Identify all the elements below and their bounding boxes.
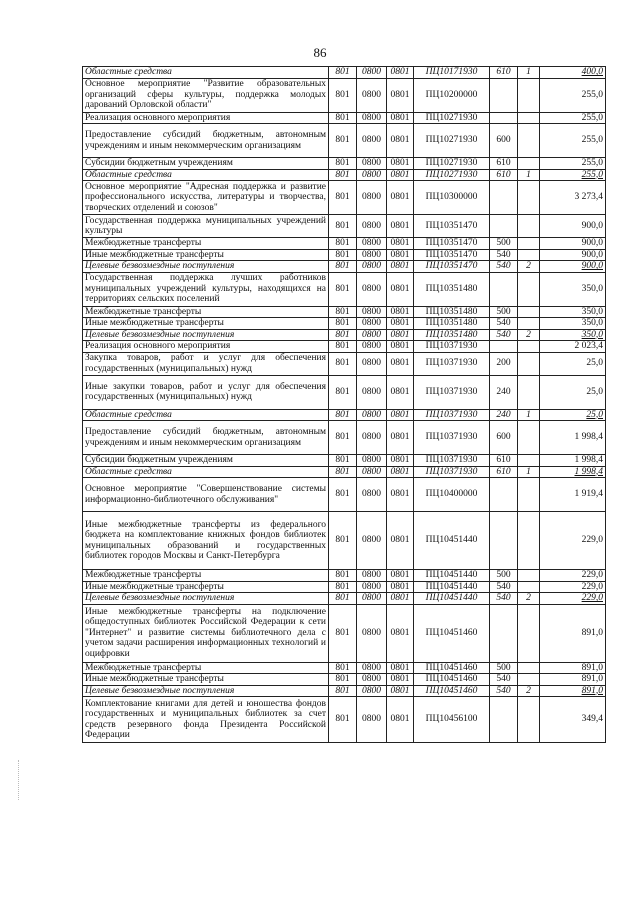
grbs-code: 801 — [329, 697, 357, 743]
table-row — [83, 662, 606, 674]
section-code: 0800 — [357, 697, 387, 743]
target-article-code: ПЦ10456100 — [414, 697, 490, 743]
subsection-code: 0801 — [387, 512, 414, 570]
section-code: 0800 — [357, 581, 387, 593]
target-article-code: ПЦ10271930 — [414, 158, 490, 170]
table-row — [83, 409, 606, 421]
table-row — [83, 375, 606, 409]
grbs-code: 801 — [329, 662, 357, 674]
row-name: Закупка товаров, работ и услуг для обеспечения государственных (муниципальных) нужд — [83, 352, 329, 375]
funding-source-code: 2 — [518, 261, 540, 273]
table-row — [83, 697, 606, 743]
expense-type-code: 540 — [490, 249, 518, 261]
row-name: Иные межбюджетные трансферты на подключение общедоступных библиотек Российской Федерации к сети "Интернет" и развитие системы библиотечного дела с учетом задачи расширения информационных технологий и оцифровки — [83, 604, 329, 662]
expense-type-code: 600 — [490, 124, 518, 158]
grbs-code: 801 — [329, 78, 357, 112]
amount: 1 998,4 — [540, 466, 606, 478]
target-article-code: ПЦ10451460 — [414, 674, 490, 686]
funding-source-code — [518, 375, 540, 409]
subsection-code: 0801 — [387, 238, 414, 250]
row-name: Межбюджетные трансферты — [83, 570, 329, 582]
section-code: 0800 — [357, 169, 387, 181]
grbs-code: 801 — [329, 466, 357, 478]
target-article-code: ПЦ10271930 — [414, 169, 490, 181]
funding-source-code: 1 — [518, 409, 540, 421]
amount: 350,0 — [540, 318, 606, 330]
funding-source-code — [518, 215, 540, 238]
expense-type-code — [490, 697, 518, 743]
amount: 350,0 — [540, 306, 606, 318]
section-code: 0800 — [357, 329, 387, 341]
subsection-code: 0801 — [387, 112, 414, 124]
amount: 255,0 — [540, 124, 606, 158]
amount: 1 919,4 — [540, 478, 606, 512]
funding-source-code — [518, 112, 540, 124]
section-code: 0800 — [357, 674, 387, 686]
subsection-code: 0801 — [387, 169, 414, 181]
section-code: 0800 — [357, 181, 387, 215]
section-code: 0800 — [357, 124, 387, 158]
subsection-code: 0801 — [387, 697, 414, 743]
row-name: Государственная поддержка лучших работников муниципальных учреждений культуры, находящихся на территориях сельских поселений — [83, 272, 329, 306]
subsection-code: 0801 — [387, 581, 414, 593]
expense-type-code: 610 — [490, 67, 518, 79]
funding-source-code — [518, 512, 540, 570]
subsection-code: 0801 — [387, 421, 414, 455]
table-row — [83, 78, 606, 112]
expense-type-code: 240 — [490, 375, 518, 409]
amount: 25,0 — [540, 352, 606, 375]
grbs-code: 801 — [329, 112, 357, 124]
expense-type-code: 540 — [490, 685, 518, 697]
grbs-code: 801 — [329, 685, 357, 697]
expense-type-code: 610 — [490, 169, 518, 181]
target-article-code: ПЦ10351480 — [414, 329, 490, 341]
expense-type-code: 500 — [490, 662, 518, 674]
amount: 900,0 — [540, 249, 606, 261]
subsection-code: 0801 — [387, 272, 414, 306]
table-row — [83, 570, 606, 582]
grbs-code: 801 — [329, 181, 357, 215]
section-code: 0800 — [357, 685, 387, 697]
target-article-code: ПЦ10371930 — [414, 341, 490, 353]
amount: 891,0 — [540, 685, 606, 697]
row-name: Межбюджетные трансферты — [83, 238, 329, 250]
funding-source-code — [518, 158, 540, 170]
table-row — [83, 604, 606, 662]
amount: 229,0 — [540, 593, 606, 605]
row-name: Областные средства — [83, 466, 329, 478]
funding-source-code — [518, 78, 540, 112]
row-name: Областные средства — [83, 409, 329, 421]
subsection-code: 0801 — [387, 78, 414, 112]
table-row — [83, 581, 606, 593]
grbs-code: 801 — [329, 249, 357, 261]
table-row — [83, 421, 606, 455]
funding-source-code — [518, 352, 540, 375]
subsection-code: 0801 — [387, 318, 414, 330]
funding-source-code — [518, 306, 540, 318]
amount: 255,0 — [540, 169, 606, 181]
funding-source-code: 1 — [518, 169, 540, 181]
table-row — [83, 181, 606, 215]
table-row — [83, 272, 606, 306]
expense-type-code: 240 — [490, 409, 518, 421]
target-article-code: ПЦ10300000 — [414, 181, 490, 215]
funding-source-code — [518, 181, 540, 215]
section-code: 0800 — [357, 272, 387, 306]
funding-source-code — [518, 318, 540, 330]
section-code: 0800 — [357, 112, 387, 124]
grbs-code: 801 — [329, 674, 357, 686]
row-name: Предоставление субсидий бюджетным, автономным учреждениям и иным некоммерческим организациям — [83, 421, 329, 455]
section-code: 0800 — [357, 238, 387, 250]
grbs-code: 801 — [329, 409, 357, 421]
expense-type-code: 540 — [490, 581, 518, 593]
table-row — [83, 112, 606, 124]
subsection-code: 0801 — [387, 124, 414, 158]
section-code: 0800 — [357, 478, 387, 512]
subsection-code: 0801 — [387, 67, 414, 79]
subsection-code: 0801 — [387, 261, 414, 273]
grbs-code: 801 — [329, 158, 357, 170]
funding-source-code: 1 — [518, 466, 540, 478]
section-code: 0800 — [357, 67, 387, 79]
expense-type-code — [490, 78, 518, 112]
target-article-code: ПЦ10371930 — [414, 352, 490, 375]
target-article-code: ПЦ10451440 — [414, 570, 490, 582]
grbs-code: 801 — [329, 67, 357, 79]
subsection-code: 0801 — [387, 215, 414, 238]
funding-source-code: 2 — [518, 329, 540, 341]
section-code: 0800 — [357, 215, 387, 238]
grbs-code: 801 — [329, 421, 357, 455]
section-code: 0800 — [357, 352, 387, 375]
section-code: 0800 — [357, 341, 387, 353]
grbs-code: 801 — [329, 318, 357, 330]
table-row — [83, 306, 606, 318]
funding-source-code — [518, 272, 540, 306]
row-name: Субсидии бюджетным учреждениям — [83, 455, 329, 467]
amount: 1 998,4 — [540, 421, 606, 455]
expense-type-code — [490, 181, 518, 215]
table-row — [83, 169, 606, 181]
row-name: Реализация основного мероприятия — [83, 341, 329, 353]
funding-source-code — [518, 249, 540, 261]
amount: 900,0 — [540, 215, 606, 238]
expense-type-code: 600 — [490, 421, 518, 455]
section-code: 0800 — [357, 466, 387, 478]
expense-type-code — [490, 604, 518, 662]
expense-type-code — [490, 112, 518, 124]
amount: 255,0 — [540, 158, 606, 170]
amount: 229,0 — [540, 512, 606, 570]
expense-type-code — [490, 272, 518, 306]
expense-type-code: 500 — [490, 238, 518, 250]
page-number: 86 — [313, 45, 327, 60]
row-name: Целевые безвозмездные поступления — [83, 593, 329, 605]
subsection-code: 0801 — [387, 249, 414, 261]
expense-type-code: 540 — [490, 318, 518, 330]
amount: 2 023,4 — [540, 341, 606, 353]
table-row — [83, 124, 606, 158]
subsection-code: 0801 — [387, 329, 414, 341]
target-article-code: ПЦ10451460 — [414, 662, 490, 674]
section-code: 0800 — [357, 375, 387, 409]
funding-source-code: 1 — [518, 67, 540, 79]
target-article-code: ПЦ10451440 — [414, 593, 490, 605]
section-code: 0800 — [357, 604, 387, 662]
subsection-code: 0801 — [387, 181, 414, 215]
grbs-code: 801 — [329, 455, 357, 467]
target-article-code: ПЦ10371930 — [414, 421, 490, 455]
row-name: Основное мероприятие "Развитие образовательных организаций сферы культуры, поддержка молодых дарований Орловской области" — [83, 78, 329, 112]
row-name: Субсидии бюджетным учреждениям — [83, 158, 329, 170]
table-row — [83, 466, 606, 478]
subsection-code: 0801 — [387, 478, 414, 512]
grbs-code: 801 — [329, 593, 357, 605]
amount: 1 998,4 — [540, 455, 606, 467]
subsection-code: 0801 — [387, 158, 414, 170]
row-name: Целевые безвозмездные поступления — [83, 329, 329, 341]
table-row — [83, 341, 606, 353]
target-article-code: ПЦ10451440 — [414, 581, 490, 593]
funding-source-code — [518, 581, 540, 593]
amount: 3 273,4 — [540, 181, 606, 215]
target-article-code: ПЦ10351470 — [414, 238, 490, 250]
funding-source-code — [518, 421, 540, 455]
subsection-code: 0801 — [387, 466, 414, 478]
table-row — [83, 238, 606, 250]
row-name: Основное мероприятие "Совершенствование системы информационно-библиотечного обслуживания" — [83, 478, 329, 512]
row-name: Межбюджетные трансферты — [83, 662, 329, 674]
amount: 255,0 — [540, 78, 606, 112]
table-row — [83, 478, 606, 512]
target-article-code: ПЦ10351480 — [414, 306, 490, 318]
funding-source-code — [518, 341, 540, 353]
amount: 891,0 — [540, 604, 606, 662]
funding-source-code: 2 — [518, 593, 540, 605]
expense-type-code — [490, 341, 518, 353]
grbs-code: 801 — [329, 604, 357, 662]
expense-type-code: 500 — [490, 306, 518, 318]
row-name: Целевые безвозмездные поступления — [83, 261, 329, 273]
target-article-code: ПЦ10371930 — [414, 409, 490, 421]
funding-source-code — [518, 124, 540, 158]
row-name: Предоставление субсидий бюджетным, автономным учреждениям и иным некоммерческим организациям — [83, 124, 329, 158]
subsection-code: 0801 — [387, 674, 414, 686]
row-name: Межбюджетные трансферты — [83, 306, 329, 318]
expense-type-code: 200 — [490, 352, 518, 375]
section-code: 0800 — [357, 421, 387, 455]
section-code: 0800 — [357, 318, 387, 330]
amount: 350,0 — [540, 329, 606, 341]
target-article-code: ПЦ10371930 — [414, 375, 490, 409]
amount: 25,0 — [540, 409, 606, 421]
row-name: Иные закупки товаров, работ и услуг для обеспечения государственных (муниципальных) нужд — [83, 375, 329, 409]
subsection-code: 0801 — [387, 409, 414, 421]
section-code: 0800 — [357, 158, 387, 170]
row-name: Иные межбюджетные трансферты — [83, 249, 329, 261]
table-row — [83, 685, 606, 697]
expense-type-code — [490, 478, 518, 512]
row-name: Комплектование книгами для детей и юношества фондов государственных и муниципальных библиотек за счет средств резервного фонда Президента Российской Федерации — [83, 697, 329, 743]
target-article-code: ПЦ10271930 — [414, 124, 490, 158]
row-name: Иные межбюджетные трансферты — [83, 581, 329, 593]
amount: 25,0 — [540, 375, 606, 409]
amount: 350,0 — [540, 272, 606, 306]
grbs-code: 801 — [329, 329, 357, 341]
target-article-code: ПЦ10371930 — [414, 455, 490, 467]
table-row — [83, 158, 606, 170]
subsection-code: 0801 — [387, 341, 414, 353]
row-name: Государственная поддержка муниципальных учреждений культуры — [83, 215, 329, 238]
target-article-code: ПЦ10351480 — [414, 318, 490, 330]
section-code: 0800 — [357, 306, 387, 318]
row-name: Иные межбюджетные трансферты — [83, 318, 329, 330]
grbs-code: 801 — [329, 306, 357, 318]
grbs-code: 801 — [329, 261, 357, 273]
expense-type-code: 610 — [490, 158, 518, 170]
grbs-code: 801 — [329, 272, 357, 306]
amount: 900,0 — [540, 261, 606, 273]
grbs-code: 801 — [329, 341, 357, 353]
amount: 229,0 — [540, 581, 606, 593]
section-code: 0800 — [357, 570, 387, 582]
row-name: Иные межбюджетные трансферты — [83, 674, 329, 686]
grbs-code: 801 — [329, 375, 357, 409]
amount: 349,4 — [540, 697, 606, 743]
table-row — [83, 512, 606, 570]
subsection-code: 0801 — [387, 455, 414, 467]
funding-source-code — [518, 455, 540, 467]
table-row — [83, 329, 606, 341]
target-article-code: ПЦ10451440 — [414, 512, 490, 570]
expense-type-code: 610 — [490, 466, 518, 478]
target-article-code: ПЦ10371930 — [414, 466, 490, 478]
grbs-code: 801 — [329, 169, 357, 181]
grbs-code: 801 — [329, 238, 357, 250]
row-name: Областные средства — [83, 169, 329, 181]
table-row — [83, 67, 606, 79]
subsection-code: 0801 — [387, 604, 414, 662]
target-article-code: ПЦ10351470 — [414, 215, 490, 238]
expense-type-code — [490, 512, 518, 570]
funding-source-code — [518, 674, 540, 686]
grbs-code: 801 — [329, 215, 357, 238]
funding-source-code: 2 — [518, 685, 540, 697]
funding-source-code — [518, 662, 540, 674]
funding-source-code — [518, 697, 540, 743]
grbs-code: 801 — [329, 124, 357, 158]
subsection-code: 0801 — [387, 352, 414, 375]
amount: 400,0 — [540, 67, 606, 79]
grbs-code: 801 — [329, 570, 357, 582]
subsection-code: 0801 — [387, 306, 414, 318]
subsection-code: 0801 — [387, 570, 414, 582]
expense-type-code: 540 — [490, 329, 518, 341]
target-article-code: ПЦ10351470 — [414, 261, 490, 273]
row-name: Иные межбюджетные трансферты из федерального бюджета на комплектование книжных фондов библиотек муниципальных образований и государственных библиотек городов Москвы и Санкт-Петербурга — [83, 512, 329, 570]
section-code: 0800 — [357, 593, 387, 605]
target-article-code: ПЦ10451460 — [414, 685, 490, 697]
amount: 229,0 — [540, 570, 606, 582]
funding-source-code — [518, 478, 540, 512]
amount: 891,0 — [540, 662, 606, 674]
target-article-code: ПЦ10271930 — [414, 112, 490, 124]
subsection-code: 0801 — [387, 662, 414, 674]
section-code: 0800 — [357, 78, 387, 112]
target-article-code: ПЦ10171930 — [414, 67, 490, 79]
scan-margin-mark — [18, 760, 23, 800]
expense-type-code: 540 — [490, 674, 518, 686]
budget-table — [82, 66, 606, 743]
row-name: Целевые безвозмездные поступления — [83, 685, 329, 697]
target-article-code: ПЦ10451460 — [414, 604, 490, 662]
section-code: 0800 — [357, 662, 387, 674]
grbs-code: 801 — [329, 581, 357, 593]
expense-type-code: 500 — [490, 570, 518, 582]
amount: 900,0 — [540, 238, 606, 250]
row-name: Реализация основного мероприятия — [83, 112, 329, 124]
amount: 255,0 — [540, 112, 606, 124]
target-article-code: ПЦ10400000 — [414, 478, 490, 512]
expense-type-code — [490, 215, 518, 238]
expense-type-code: 540 — [490, 261, 518, 273]
table-row — [83, 352, 606, 375]
amount: 891,0 — [540, 674, 606, 686]
table-row — [83, 261, 606, 273]
table-row — [83, 593, 606, 605]
section-code: 0800 — [357, 261, 387, 273]
expense-type-code: 610 — [490, 455, 518, 467]
subsection-code: 0801 — [387, 375, 414, 409]
grbs-code: 801 — [329, 512, 357, 570]
row-name: Основное мероприятие "Адресная поддержка и развитие профессионального искусства, литературы и творчества, творческих отделений и союзов" — [83, 181, 329, 215]
table-row — [83, 455, 606, 467]
row-name: Областные средства — [83, 67, 329, 79]
section-code: 0800 — [357, 455, 387, 467]
target-article-code: ПЦ10351470 — [414, 249, 490, 261]
grbs-code: 801 — [329, 478, 357, 512]
funding-source-code — [518, 570, 540, 582]
target-article-code: ПЦ10351480 — [414, 272, 490, 306]
funding-source-code — [518, 238, 540, 250]
expense-type-code: 540 — [490, 593, 518, 605]
section-code: 0800 — [357, 409, 387, 421]
funding-source-code — [518, 604, 540, 662]
table-row — [83, 249, 606, 261]
section-code: 0800 — [357, 512, 387, 570]
table-row — [83, 674, 606, 686]
subsection-code: 0801 — [387, 685, 414, 697]
subsection-code: 0801 — [387, 593, 414, 605]
grbs-code: 801 — [329, 352, 357, 375]
section-code: 0800 — [357, 249, 387, 261]
target-article-code: ПЦ10200000 — [414, 78, 490, 112]
table-row — [83, 215, 606, 238]
table-row — [83, 318, 606, 330]
